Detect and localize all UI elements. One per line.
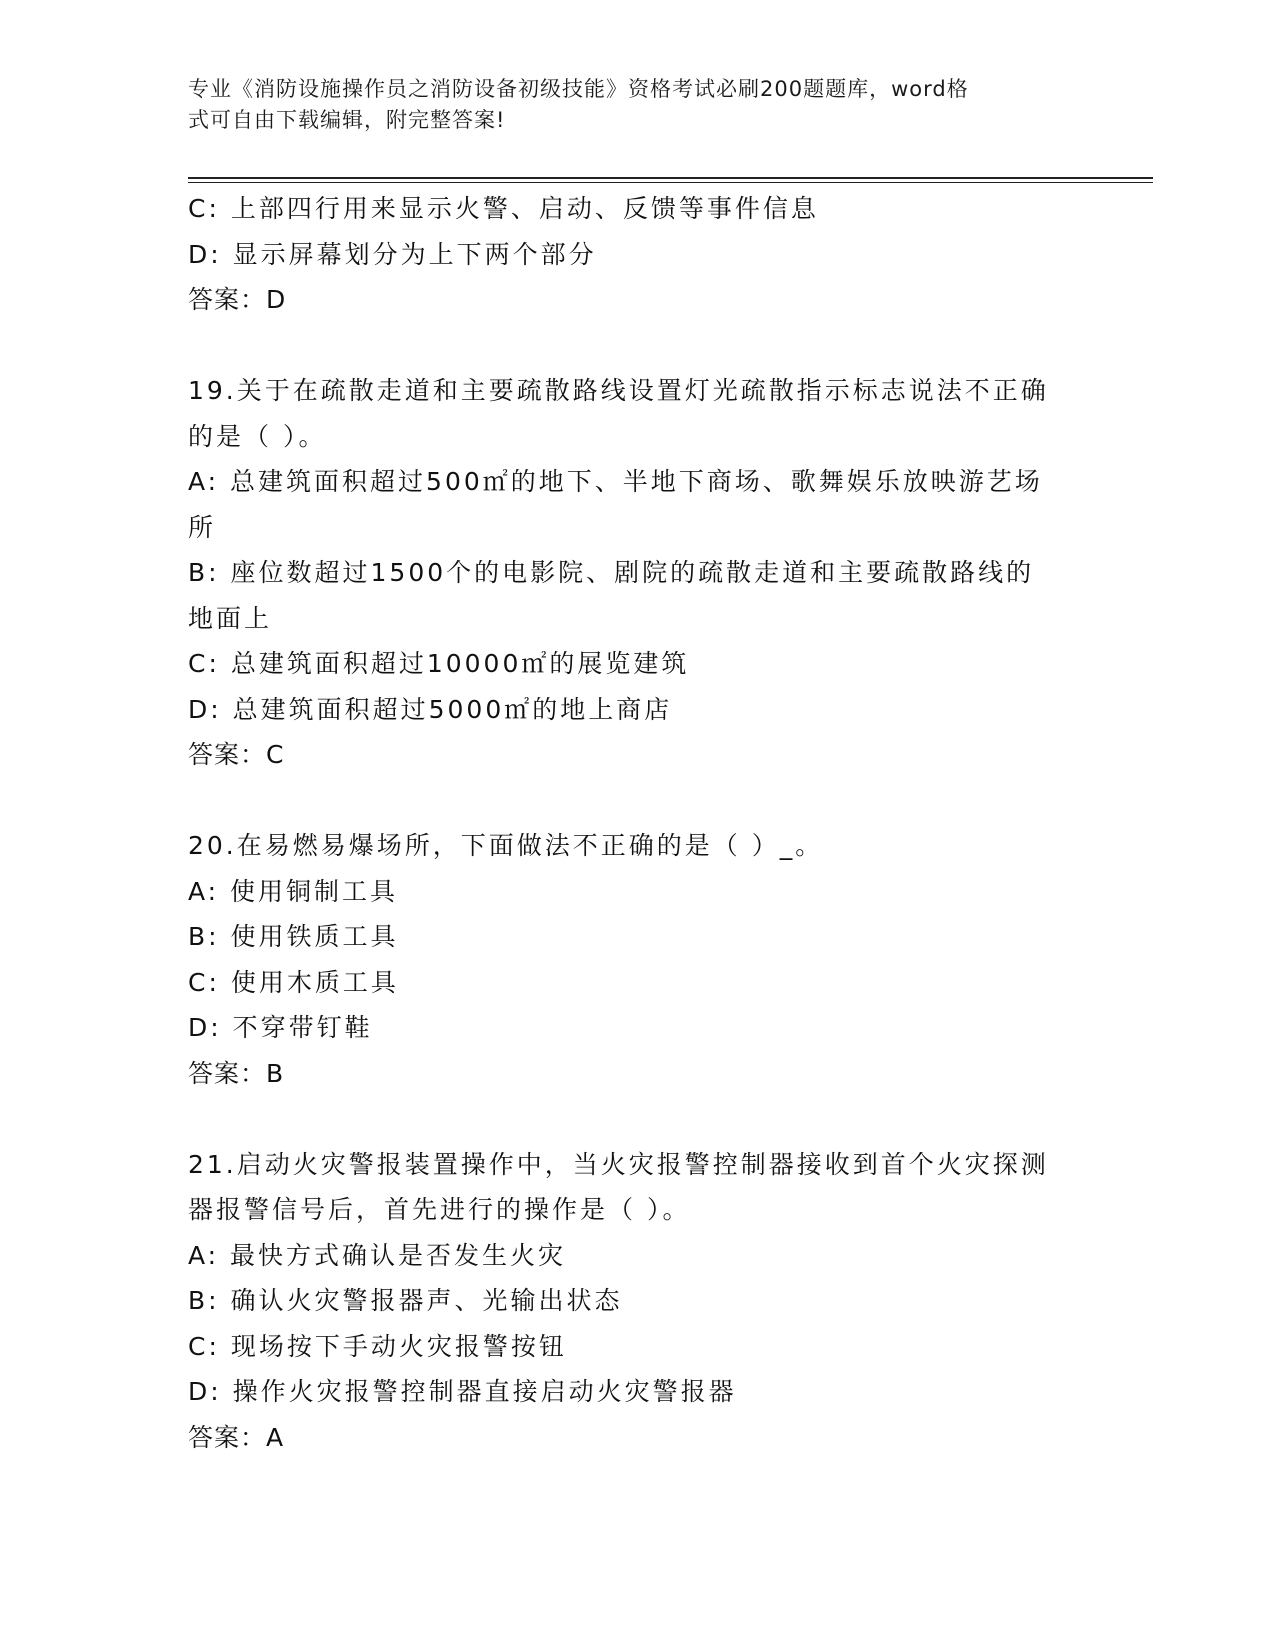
- question-20: [188, 823, 1088, 1096]
- option-a-line-1: A: 总建筑面积超过500㎡的地下、半地下商场、歌舞娱乐放映游艺场: [188, 467, 1043, 496]
- header-divider-thin: [188, 182, 1153, 183]
- header-divider-thick: [188, 177, 1153, 179]
- question-stem-line-2: 的是（ ）。: [188, 421, 327, 451]
- answer-line: 答案：B: [188, 1058, 285, 1088]
- answer-line: 答案：C: [188, 740, 285, 769]
- spacer: [188, 1096, 1088, 1142]
- option-d: D: 操作火灾报警控制器直接启动火灾警报器: [188, 1377, 737, 1406]
- answer-line: 答案：D: [188, 285, 287, 314]
- question-stem-line-1: 19.关于在疏散走道和主要疏散路线设置灯光疏散指示标志说法不正确: [188, 376, 1049, 405]
- option-b-line-1: B: 座位数超过1500个的电影院、剧院的疏散走道和主要疏散路线的: [188, 558, 1035, 587]
- option-d: D: 显示屏幕划分为上下两个部分: [188, 239, 597, 269]
- option-a-line-2: 所: [188, 512, 217, 542]
- option-c: C: 使用木质工具: [188, 967, 399, 997]
- header-line-2: 式可自由下载编辑，附完整答案!: [188, 108, 506, 132]
- question-stem-line-2: 器报警信号后，首先进行的操作是（ ）。: [188, 1195, 691, 1224]
- option-a: A: 使用铜制工具: [188, 876, 399, 906]
- option-d: D: 总建筑面积超过5000㎡的地上商店: [188, 694, 673, 724]
- option-d: D: 不穿带钉鞋: [188, 1013, 373, 1042]
- option-b: B: 确认火灾警报器声、光输出状态: [188, 1286, 623, 1315]
- option-c: C: 总建筑面积超过10000㎡的展览建筑: [188, 649, 690, 678]
- spacer: [188, 323, 1088, 369]
- question-list: [188, 186, 1088, 1460]
- answer-line: 答案：A: [188, 1422, 285, 1452]
- question-18-tail: [188, 186, 1088, 323]
- option-c: C: 上部四行用来显示火警、启动、反馈等事件信息: [188, 194, 819, 223]
- option-c: C: 现场按下手动火灾报警按钮: [188, 1331, 567, 1361]
- question-stem: 20.在易燃易爆场所，下面做法不正确的是（ ）_。: [188, 831, 824, 860]
- document-header: [188, 74, 1068, 136]
- option-b: B: 使用铁质工具: [188, 922, 399, 951]
- question-21: [188, 1142, 1088, 1461]
- header-line-1: 专业《消防设施操作员之消防设备初级技能》资格考试必刷200题题库，word格: [188, 77, 969, 101]
- question-stem-line-1: 21.启动火灾警报装置操作中，当火灾报警控制器接收到首个火灾探测: [188, 1149, 1049, 1179]
- question-19: [188, 368, 1088, 778]
- spacer: [188, 778, 1088, 824]
- option-b-line-2: 地面上: [188, 603, 273, 633]
- option-a: A: 最快方式确认是否发生火灾: [188, 1240, 567, 1270]
